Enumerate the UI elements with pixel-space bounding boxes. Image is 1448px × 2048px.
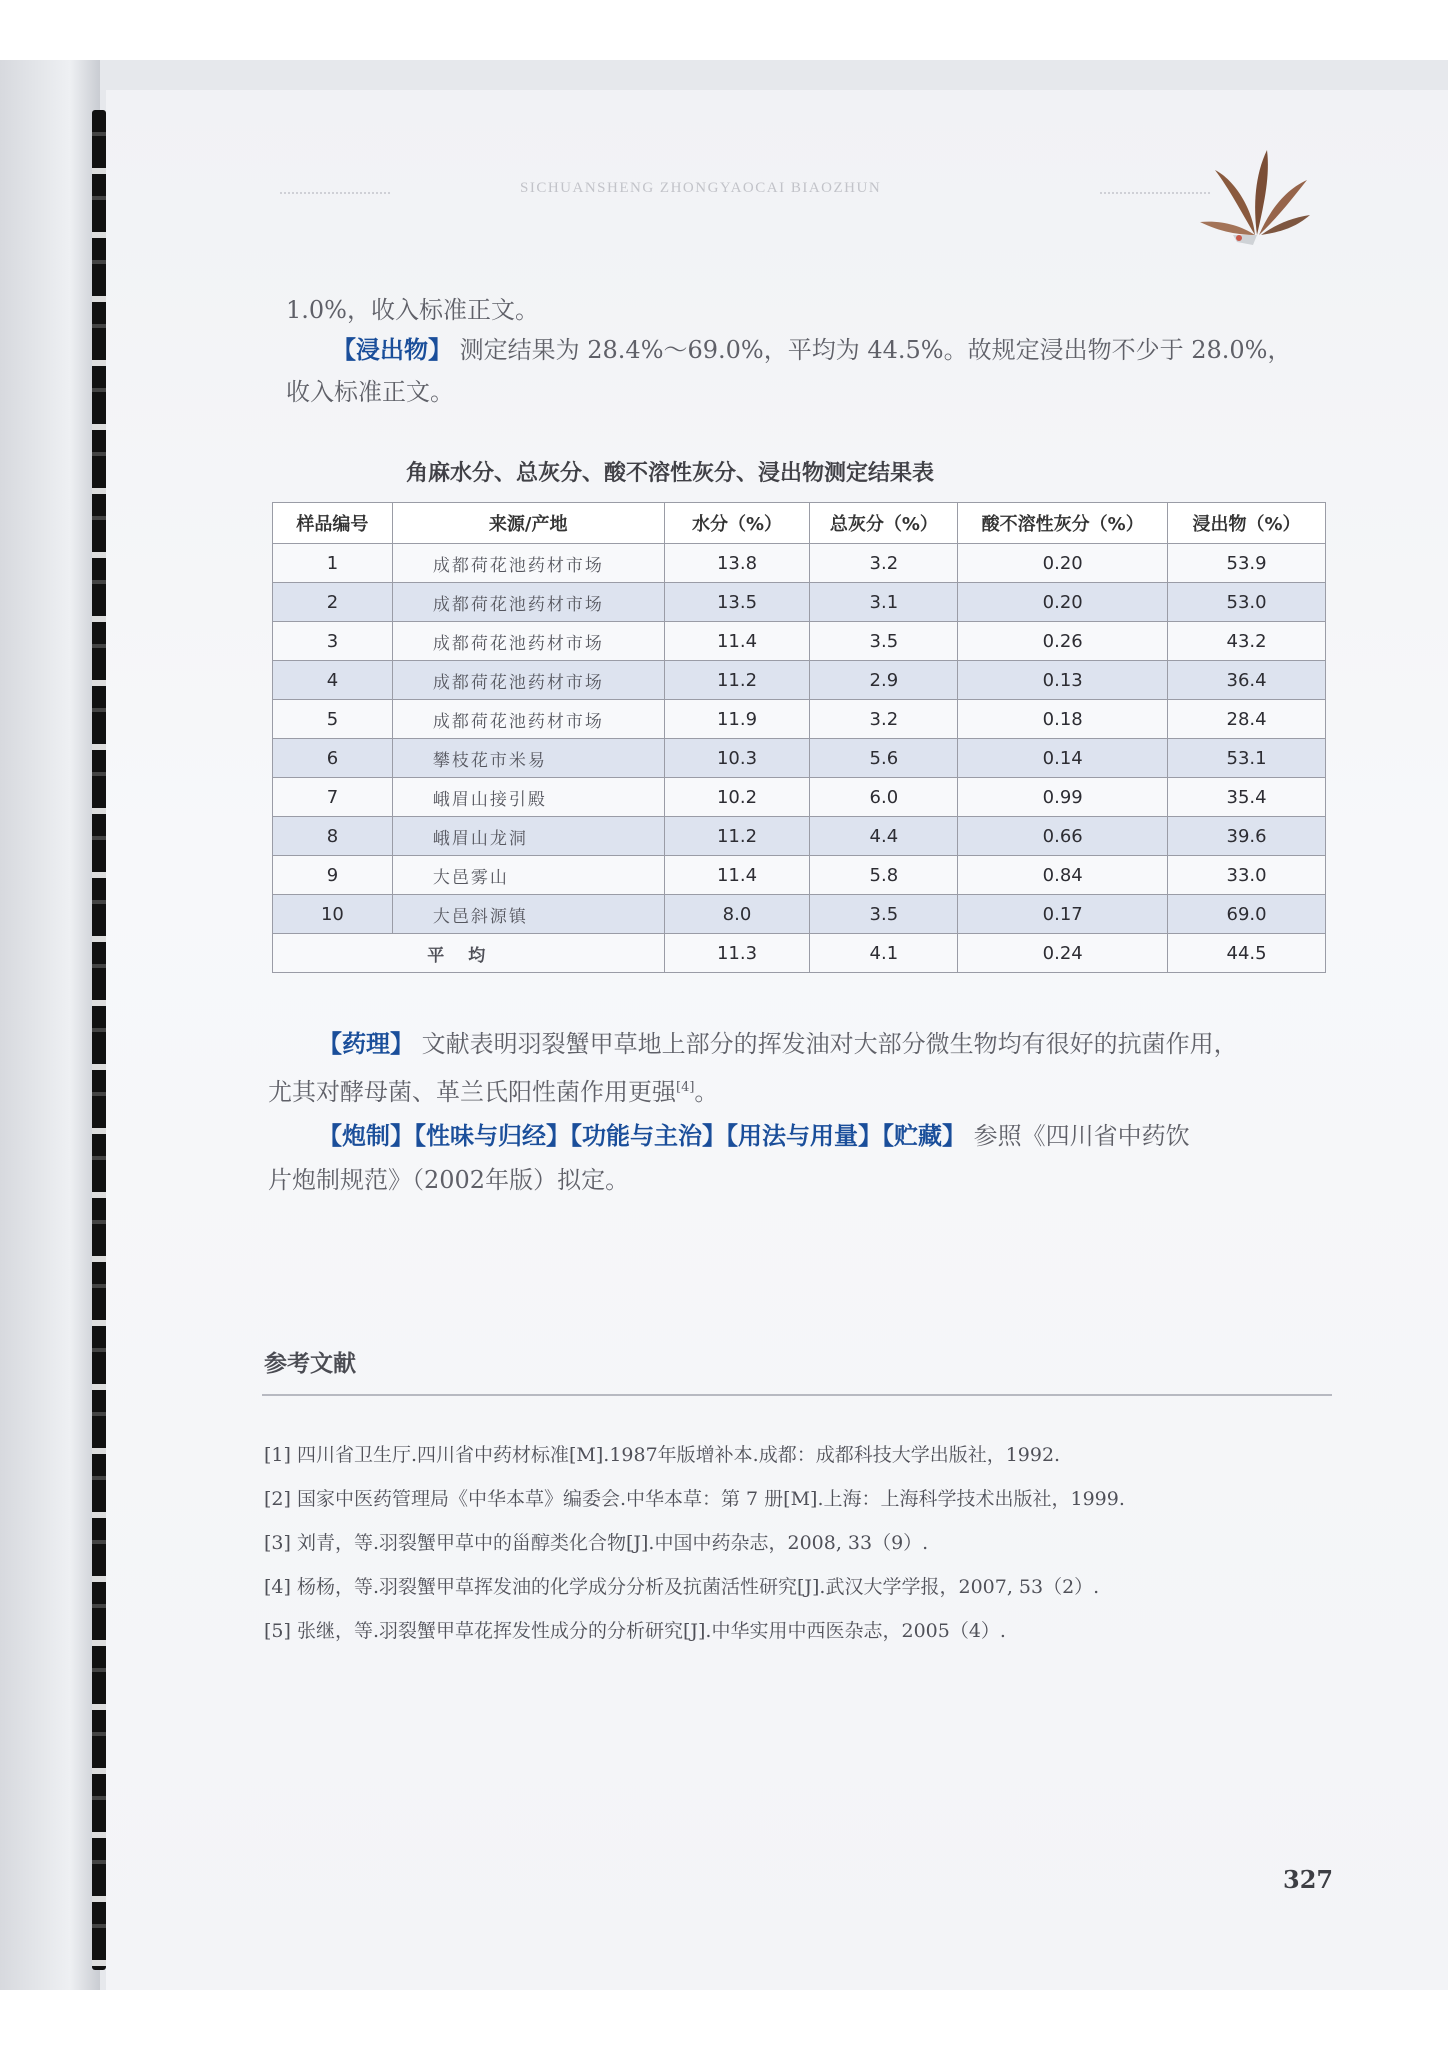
cell-id: 7: [273, 778, 393, 817]
cell-moisture: 11.2: [664, 661, 810, 700]
cell-acid-ash: 0.20: [958, 544, 1168, 583]
cell-acid-ash: 0.14: [958, 739, 1168, 778]
cell-id: 5: [273, 700, 393, 739]
cell-id: 9: [273, 856, 393, 895]
extract-text: 测定结果为 28.4%～69.0%，平均为 44.5%。故规定浸出物不少于 28.0%，: [452, 336, 1292, 364]
section-label-pharmacology: 【药理】: [318, 1030, 414, 1058]
pharmacology-text: 文献表明羽裂蟹甲草地上部分的挥发油对大部分微生物均有很好的抗菌作用，: [414, 1030, 1238, 1058]
cell-ash: 4.4: [810, 817, 958, 856]
reference-item: [4] 杨杨，等.羽裂蟹甲草挥发油的化学成分分析及抗菌活性研究[J].武汉大学学报，2007, 53（2）.: [264, 1576, 1100, 1598]
table-row: [273, 817, 1326, 856]
results-table: [272, 502, 1326, 973]
cell-id: 2: [273, 583, 393, 622]
cell-ash: 5.8: [810, 856, 958, 895]
cell-source: 峨眉山接引殿: [392, 778, 664, 817]
cell-moisture: 11.4: [664, 856, 810, 895]
cell-source: 成都荷花池药材市场: [392, 622, 664, 661]
table-row: [273, 895, 1326, 934]
cell-acid-ash: 0.99: [958, 778, 1168, 817]
pharmacology-text-2: 尤其对酵母菌、革兰氏阳性菌作用更强: [268, 1078, 676, 1106]
paragraph-extract-line2: 收入标准正文。: [286, 378, 454, 406]
cell-source: 成都荷花池药材市场: [392, 700, 664, 739]
header-source: 来源/产地: [392, 503, 664, 544]
cell-extract: 28.4: [1168, 700, 1326, 739]
paragraph-pharmacology-line1: [318, 1024, 1238, 1064]
cell-average-ash: 4.1: [810, 934, 958, 973]
header-acid-insoluble-ash: 酸不溶性灰分（%）: [958, 503, 1168, 544]
table-row: [273, 622, 1326, 661]
table-row: [273, 778, 1326, 817]
references-title: 参考文献: [264, 1351, 356, 1377]
cell-moisture: 11.4: [664, 622, 810, 661]
reference-item: [2] 国家中医药管理局《中华本草》编委会.中华本草：第 7 册[M].上海：上海科学技术出版社，1999.: [264, 1488, 1125, 1510]
cell-acid-ash: 0.20: [958, 583, 1168, 622]
bottom-margin: [0, 1990, 1448, 2048]
header-extract: 浸出物（%）: [1168, 503, 1326, 544]
cell-ash: 5.6: [810, 739, 958, 778]
cell-moisture: 10.2: [664, 778, 810, 817]
cell-moisture: 11.9: [664, 700, 810, 739]
cell-average-moisture: 11.3: [664, 934, 810, 973]
cell-average-extract: 44.5: [1168, 934, 1326, 973]
cell-extract: 33.0: [1168, 856, 1326, 895]
table-row: [273, 544, 1326, 583]
cell-acid-ash: 0.84: [958, 856, 1168, 895]
table-average-row: [273, 934, 1326, 973]
paragraph-extract-line1: [332, 330, 1291, 370]
running-header: [280, 180, 1280, 218]
cell-ash: 3.1: [810, 583, 958, 622]
cell-moisture: 8.0: [664, 895, 810, 934]
table-row: [273, 583, 1326, 622]
cell-ash: 2.9: [810, 661, 958, 700]
cell-extract: 39.6: [1168, 817, 1326, 856]
book-binding: [92, 110, 106, 1970]
cell-extract: 36.4: [1168, 661, 1326, 700]
cell-ash: 3.2: [810, 544, 958, 583]
processing-text: 参照《四川省中药饮: [966, 1122, 1190, 1150]
header-sample-id: 样品编号: [273, 503, 393, 544]
cell-id: 6: [273, 739, 393, 778]
header-moisture: 水分（%）: [664, 503, 810, 544]
section-label-extract: 【浸出物】: [332, 336, 452, 364]
cell-acid-ash: 0.18: [958, 700, 1168, 739]
paragraph-pharmacology-line2: [268, 1068, 718, 1112]
cell-ash: 3.5: [810, 895, 958, 934]
header-ornament-left: [280, 192, 390, 196]
pharmacology-end: 。: [694, 1078, 719, 1106]
table-row: [273, 661, 1326, 700]
paragraph-processing-line1: [318, 1116, 1190, 1156]
cell-source: 大邑雾山: [392, 856, 664, 895]
cell-extract: 43.2: [1168, 622, 1326, 661]
cell-average-acid-ash: 0.24: [958, 934, 1168, 973]
cell-source: 成都荷花池药材市场: [392, 583, 664, 622]
cell-average-label: 平均: [273, 934, 665, 973]
cell-source: 攀枝花市米易: [392, 739, 664, 778]
cell-moisture: 13.5: [664, 583, 810, 622]
references-divider: [262, 1394, 1332, 1396]
running-title: SICHUANSHENG ZHONGYAOCAI BIAOZHUN: [520, 180, 882, 196]
cell-extract: 53.1: [1168, 739, 1326, 778]
cell-id: 4: [273, 661, 393, 700]
cell-acid-ash: 0.26: [958, 622, 1168, 661]
cell-ash: 3.5: [810, 622, 958, 661]
reference-item: [3] 刘青，等.羽裂蟹甲草中的甾醇类化合物[J].中国中药杂志，2008, 33（9）.: [264, 1532, 929, 1554]
citation-marker: [4]: [676, 1080, 695, 1095]
cell-moisture: 10.3: [664, 739, 810, 778]
page-number: 327: [1283, 1865, 1334, 1894]
reference-item: [1] 四川省卫生厅.四川省中药材标准[M].1987年版增补本.成都：成都科技大学出版社，1992.: [264, 1444, 1061, 1466]
cell-moisture: 13.8: [664, 544, 810, 583]
facing-page-edge: [0, 60, 100, 1990]
reference-item: [5] 张继，等.羽裂蟹甲草花挥发性成分的分析研究[J].中华实用中西医杂志，2005（4）.: [264, 1620, 1006, 1642]
cell-source: 峨眉山龙洞: [392, 817, 664, 856]
table-title: 角麻水分、总灰分、酸不溶性灰分、浸出物测定结果表: [405, 460, 934, 486]
table-row: [273, 700, 1326, 739]
paragraph-processing-line2: 片炮制规范》（2002年版）拟定。: [268, 1166, 630, 1194]
cell-acid-ash: 0.17: [958, 895, 1168, 934]
cell-source: 成都荷花池药材市场: [392, 661, 664, 700]
cell-moisture: 11.2: [664, 817, 810, 856]
cell-acid-ash: 0.13: [958, 661, 1168, 700]
cell-acid-ash: 0.66: [958, 817, 1168, 856]
cell-id: 8: [273, 817, 393, 856]
table-header-row: [273, 503, 1326, 544]
cell-source: 成都荷花池药材市场: [392, 544, 664, 583]
leaf-logo-icon: [1195, 140, 1315, 250]
header-ornament-right: [1100, 192, 1210, 196]
table-row: [273, 856, 1326, 895]
cell-ash: 3.2: [810, 700, 958, 739]
header-total-ash: 总灰分（%）: [810, 503, 958, 544]
section-labels-processing: 【炮制】【性味与归经】【功能与主治】【用法与用量】【贮藏】: [318, 1122, 966, 1150]
cell-ash: 6.0: [810, 778, 958, 817]
paragraph-continuation: 1.0%，收入标准正文。: [286, 296, 539, 324]
cell-source: 大邑斜源镇: [392, 895, 664, 934]
cell-extract: 53.9: [1168, 544, 1326, 583]
cell-extract: 53.0: [1168, 583, 1326, 622]
cell-id: 3: [273, 622, 393, 661]
table-row: [273, 739, 1326, 778]
cell-extract: 69.0: [1168, 895, 1326, 934]
cell-id: 10: [273, 895, 393, 934]
cell-extract: 35.4: [1168, 778, 1326, 817]
cell-id: 1: [273, 544, 393, 583]
